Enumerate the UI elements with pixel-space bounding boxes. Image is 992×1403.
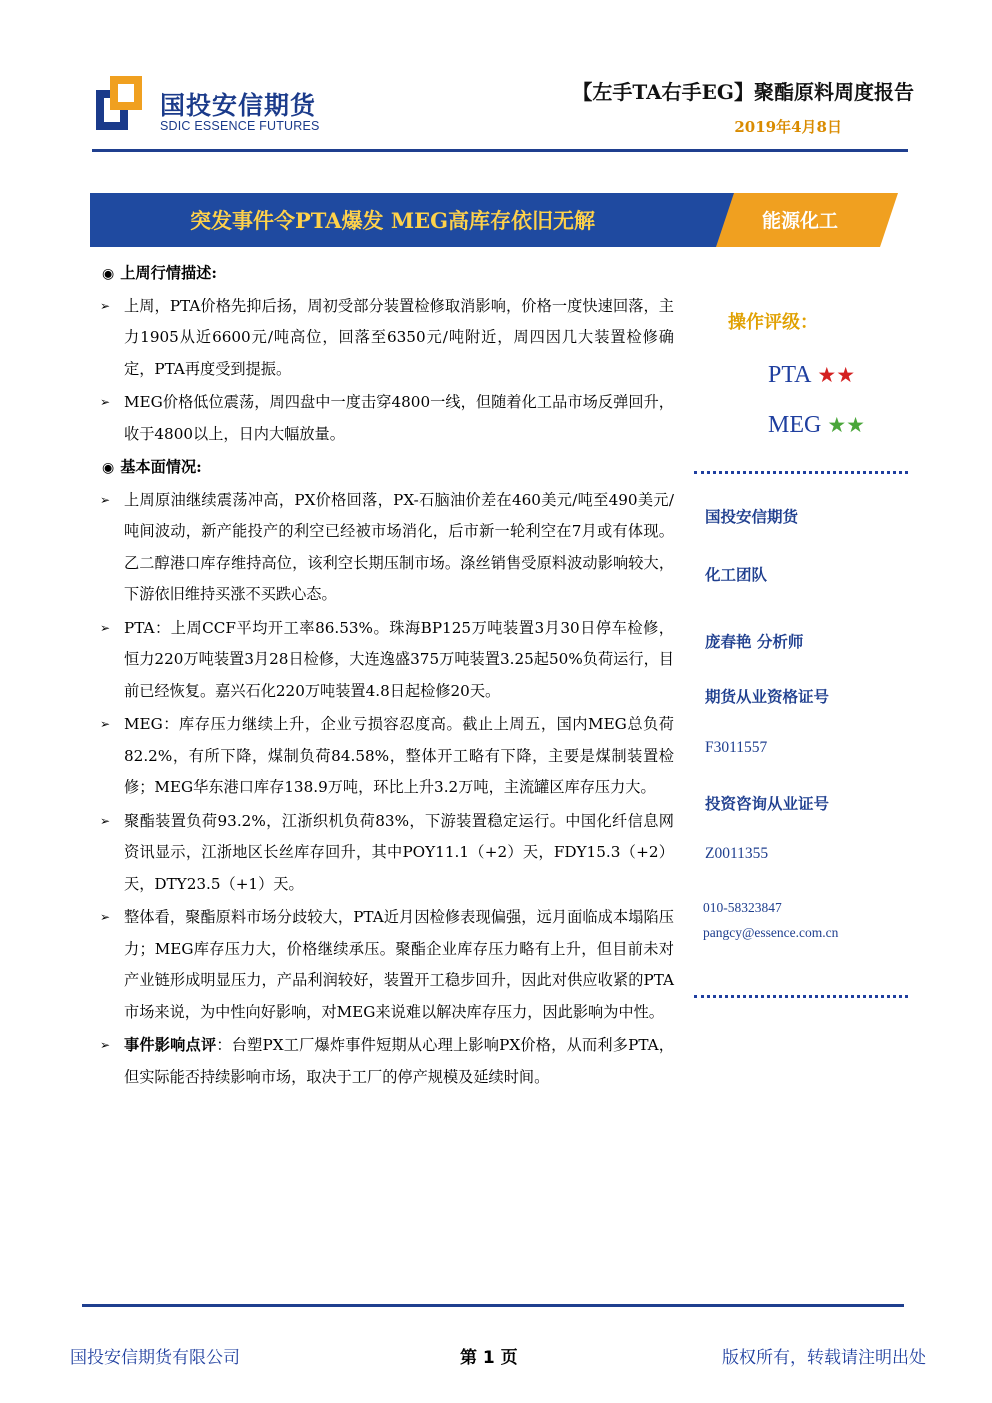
arrow-bullet-icon: ➢ — [100, 395, 111, 409]
arrow-bullet-icon: ➢ — [100, 298, 111, 313]
arrow-bullet-icon: ➢ — [100, 492, 111, 507]
analyst-email[interactable]: pangcy@essence.com.cn — [703, 925, 839, 940]
analyst-phone: 010-58323847 — [703, 900, 782, 915]
logo-chinese-name: 国投安信期货 — [160, 91, 317, 120]
market-section-heading: ◉ 上周行情描述: — [102, 264, 217, 282]
arrow-bullet-icon: ➢ — [100, 910, 111, 924]
list-item: ➢ MEG：库存压力继续上升，企业亏损容忍度高。截止上周五，国内MEG总负荷82.2%，有所下降，煤制负荷84.58%，整体开工略有下降，主要是煤制装置检修；MEG华东港口库存138.9万吨，环比上升3.2万吨，主流罐区库存压力大。 — [98, 709, 674, 804]
report-title: 【左手TA右手EG】聚酯原料周度报告 — [572, 80, 914, 104]
list-item: ➢ 上周原油继续震荡冲高，PX价格回落，PX-石脑油价差在460美元/吨至490美元/吨间波动，新产能投产的利空已经被市场消化，后市新一轮利空在7月或有体现。乙二醇港口库存维持高位，该利空长期压制市场。涤丝销售受原料波动影响较大，下游依旧维持买涨不买跌心态。 — [98, 485, 674, 611]
sidebar-team: 化工团队 — [705, 565, 768, 584]
star-rating-icon: ★★ — [817, 363, 856, 387]
header-divider — [92, 149, 908, 152]
bullet-dot-icon: ◉ — [102, 460, 115, 476]
arrow-bullet-icon: ➢ — [100, 813, 111, 828]
rating-label: 操作评级： — [728, 312, 818, 333]
fundamental-section-heading: ◉ 基本面情况: — [102, 458, 202, 476]
sidebar-company: 国投安信期货 — [705, 507, 799, 526]
list-item: ➢ 整体看，聚酯原料市场分歧较大，PTA近月因检修表现偏强，远月面临成本塌陷压力；MEG库存压力大，价格继续承压。聚酯企业库存压力略有上升，但目前未对产业链形成明显压力，产品利润较好，装置开工稳步回升，因此对供应收紧的PTA市场来说，为中性向好影响，对MEG来说难以解决库存压力，因此影响为中性。 — [98, 902, 674, 1028]
analyst-name: 庞春艳 分析师 — [705, 632, 804, 651]
list-item: ➢ 上周，PTA价格先抑后扬，周初受部分装置检修取消影响，价格一度快速回落，主力1905从近6600元/吨高位，回落至6350元/吨附近，周四因几大装置检修确定，PTA再度受到提振。 — [98, 291, 674, 386]
page-number: 第 1 页 — [460, 1348, 518, 1368]
rating-row-pta — [768, 360, 855, 389]
list-item: ➢ 聚酯装置负荷93.2%，江浙织机负荷83%，下游装置稳定运行。中国化纤信息网资讯显示，江浙地区长丝库存回升，其中POY11.1（+2）天，FDY15.3（+2）天，DTY23.5（+1）天。 — [98, 806, 674, 901]
report-body — [98, 258, 674, 1095]
list-item: ➢ MEG价格低位震荡，周四盘中一度击穿4800一线，但随着化工品市场反弹回升，收于4800以上，日内大幅放量。 — [98, 387, 674, 450]
footer-copyright: 版权所有，转载请注明出处 — [722, 1348, 926, 1368]
star-rating-icon: ★★ — [827, 413, 865, 437]
futures-cert-label: 期货从业资格证号 — [705, 687, 830, 706]
footer-company: 国投安信期货有限公司 — [70, 1348, 240, 1368]
list-item: ➢ 事件影响点评：台塑PX工厂爆炸事件短期从心理上影响PX价格，从而利多PTA，但实际能否持续影响市场，取决于工厂的停产规模及延续时间。 — [98, 1030, 674, 1093]
list-item: ➢ PTA：上周CCF平均开工率86.53%。珠海BP125万吨装置3月30日停车检修，恒力220万吨装置3月28日检修，大连逸盛375万吨装置3.25起50%负荷运行，目前已经恢复。嘉兴石化220万吨装置4.8日起检修20天。 — [98, 613, 674, 708]
arrow-bullet-icon: ➢ — [100, 1038, 111, 1052]
rating-product: PTA — [768, 362, 812, 388]
sidebar-dotted-divider — [694, 995, 908, 998]
arrow-bullet-icon: ➢ — [100, 620, 111, 635]
report-date: 2019年4月8日 — [734, 118, 842, 136]
arrow-bullet-icon: ➢ — [100, 717, 111, 731]
event-label: 事件影响点评 — [124, 1036, 217, 1054]
invest-cert-number: Z0011355 — [705, 845, 769, 862]
rating-product: MEG — [768, 412, 822, 438]
bullet-dot-icon: ◉ — [102, 266, 115, 282]
futures-cert-number: F3011557 — [705, 739, 768, 756]
footer-divider — [82, 1304, 904, 1307]
logo-english-name: SDIC ESSENCE FUTURES — [160, 119, 320, 133]
rating-row-meg — [768, 410, 865, 439]
sector-tag: 能源化工 — [762, 210, 839, 232]
invest-cert-label: 投资咨询从业证号 — [705, 794, 830, 813]
headline-text: 突发事件令PTA爆发 MEG高库存依旧无解 — [190, 208, 596, 233]
company-logo-icon — [96, 76, 142, 130]
sidebar-dotted-divider — [694, 471, 908, 474]
